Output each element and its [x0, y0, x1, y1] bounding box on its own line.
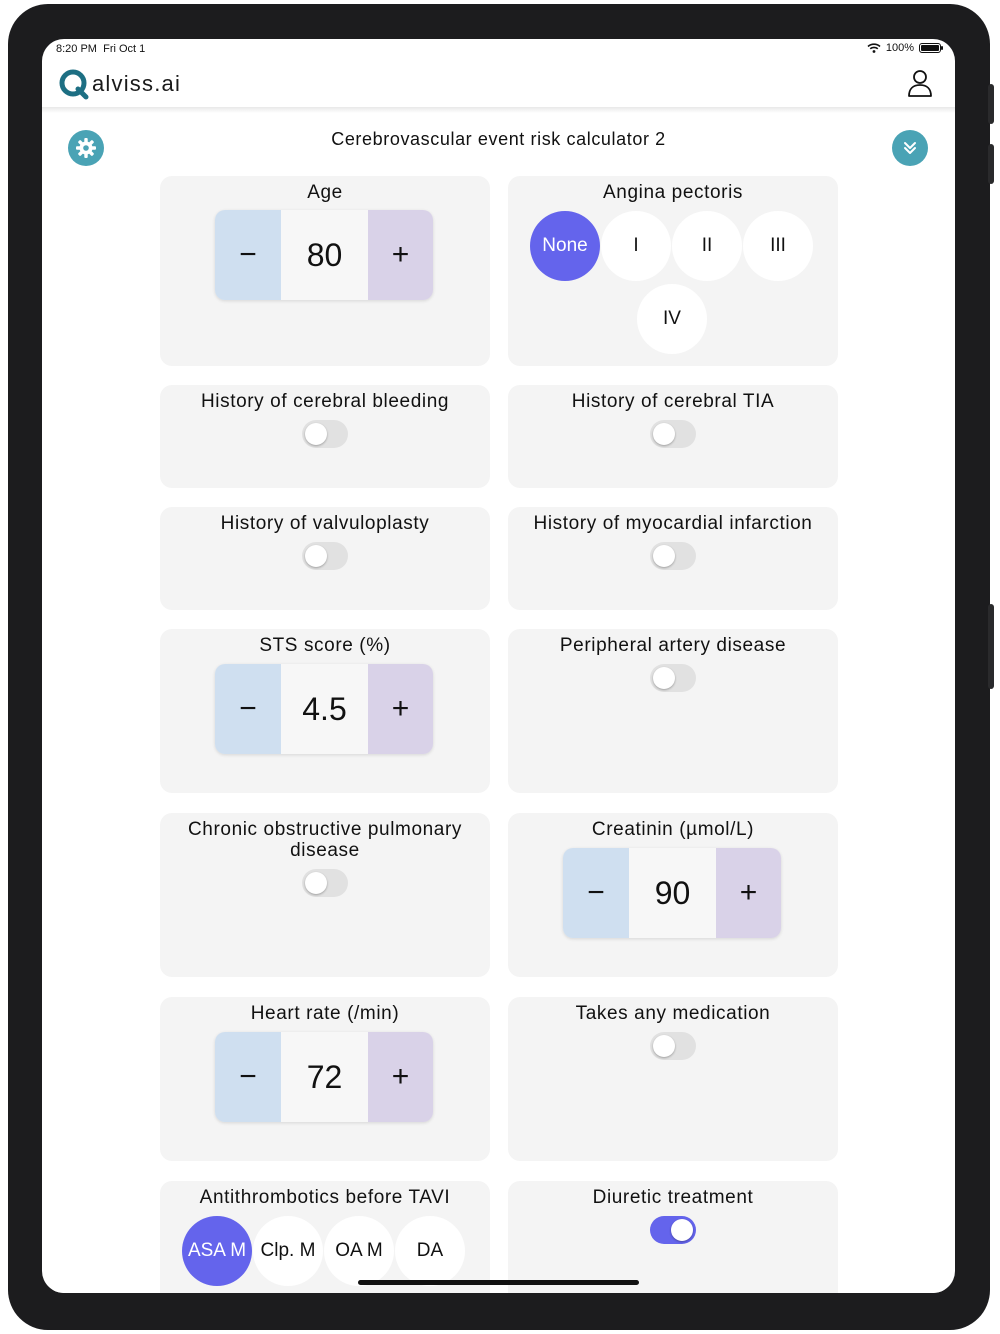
age-decrement-button[interactable]: −: [215, 210, 281, 300]
antithrombotics-option-oa-m[interactable]: OA M: [324, 1216, 394, 1286]
copd-label: Chronic obstructive pulmonary disease: [187, 819, 462, 861]
toggle-knob: [653, 423, 675, 445]
creatinin-label: Creatinin (µmol/L): [591, 819, 755, 840]
user-icon[interactable]: [907, 69, 933, 97]
collapse-button[interactable]: [892, 130, 928, 166]
logo[interactable]: [58, 68, 181, 100]
double-chevron-down-icon: [902, 140, 918, 156]
peripheral-artery-toggle[interactable]: [650, 664, 696, 692]
heart-rate-label: Heart rate (/min): [250, 1003, 400, 1024]
status-right: [867, 42, 941, 54]
toggle-knob: [305, 423, 327, 445]
sts-score-stepper: [215, 664, 433, 754]
sts-score-card: [160, 629, 490, 793]
page-title: Cerebrovascular event risk calculator 2: [331, 129, 666, 149]
battery-level: [921, 45, 939, 51]
age-stepper: [215, 210, 433, 300]
side-button: [988, 144, 994, 184]
myocardial-infarction-toggle[interactable]: [650, 542, 696, 570]
valvuloplasty-label: History of valvuloplasty: [220, 513, 430, 534]
angina-label: Angina pectoris: [603, 182, 743, 203]
antithrombotics-option-asa-m[interactable]: ASA M: [182, 1216, 252, 1286]
age-card: [160, 176, 490, 366]
toggle-knob: [671, 1219, 693, 1241]
copd-toggle[interactable]: [302, 869, 348, 897]
home-indicator[interactable]: [358, 1280, 639, 1285]
peripheral-artery-label: Peripheral artery disease: [559, 635, 787, 656]
antithrombotics-label: Antithrombotics before TAVI: [199, 1187, 451, 1208]
cerebral-tia-label: History of cerebral TIA: [571, 391, 775, 412]
power-button: [988, 604, 994, 689]
antithrombotics-option-da[interactable]: DA: [395, 1216, 465, 1286]
creatinin-card: [508, 813, 838, 977]
sts-score-increment-button[interactable]: +: [368, 664, 433, 754]
age-label: Age: [307, 182, 343, 203]
myocardial-infarction-card: [508, 507, 838, 610]
battery-icon: [919, 43, 941, 53]
cerebral-bleeding-card: [160, 385, 490, 488]
wifi-icon: [867, 43, 881, 53]
medication-label: Takes any medication: [575, 1003, 771, 1024]
status-time: 8:20 PM Fri Oct 1: [56, 43, 146, 55]
cerebral-tia-toggle[interactable]: [650, 420, 696, 448]
myocardial-infarction-label: History of myocardial infarction: [533, 513, 813, 534]
creatinin-value: 90: [629, 848, 716, 938]
toggle-knob: [653, 1035, 675, 1057]
diuretic-toggle[interactable]: [650, 1216, 696, 1244]
diuretic-card: [508, 1181, 838, 1293]
toggle-knob: [653, 667, 675, 689]
age-value: 80: [281, 210, 368, 300]
angina-option-i[interactable]: I: [601, 211, 671, 281]
angina-option-iv[interactable]: IV: [637, 284, 707, 354]
logo-text: alviss.ai: [92, 71, 182, 96]
antithrombotics-card: [160, 1181, 490, 1293]
battery-percent: 100%: [885, 42, 914, 54]
peripheral-artery-card: [508, 629, 838, 793]
cerebral-bleeding-label: History of cerebral bleeding: [200, 391, 450, 412]
heart-rate-stepper: [215, 1032, 433, 1122]
angina-card: [508, 176, 838, 366]
copd-card: [160, 813, 490, 977]
heart-rate-increment-button[interactable]: +: [368, 1032, 433, 1122]
creatinin-decrement-button[interactable]: −: [563, 848, 629, 938]
calculator-content: [52, 113, 945, 1293]
diuretic-label: Diuretic treatment: [592, 1187, 754, 1208]
sts-score-value: 4.5: [281, 664, 368, 754]
logo-icon: [58, 68, 90, 100]
medication-toggle[interactable]: [650, 1032, 696, 1060]
creatinin-stepper: [563, 848, 781, 938]
medication-card: [508, 997, 838, 1161]
valvuloplasty-card: [160, 507, 490, 610]
sts-score-decrement-button[interactable]: −: [215, 664, 281, 754]
heart-rate-value: 72: [281, 1032, 368, 1122]
app-header: [42, 61, 955, 107]
volume-button: [988, 84, 994, 124]
toggle-knob: [653, 545, 675, 567]
cerebral-bleeding-toggle[interactable]: [302, 420, 348, 448]
cerebral-tia-card: [508, 385, 838, 488]
sts-score-label: STS score (%): [259, 635, 391, 656]
toggle-knob: [305, 545, 327, 567]
age-increment-button[interactable]: +: [368, 210, 433, 300]
antithrombotics-option-clp-m[interactable]: Clp. M: [253, 1216, 323, 1286]
heart-rate-card: [160, 997, 490, 1161]
toggle-knob: [305, 872, 327, 894]
creatinin-increment-button[interactable]: +: [716, 848, 781, 938]
angina-option-none[interactable]: None: [530, 211, 600, 281]
status-bar: [42, 39, 955, 61]
angina-option-ii[interactable]: II: [672, 211, 742, 281]
screen: [42, 39, 955, 1293]
valvuloplasty-toggle[interactable]: [302, 542, 348, 570]
heart-rate-decrement-button[interactable]: −: [215, 1032, 281, 1122]
angina-option-iii[interactable]: III: [743, 211, 813, 281]
